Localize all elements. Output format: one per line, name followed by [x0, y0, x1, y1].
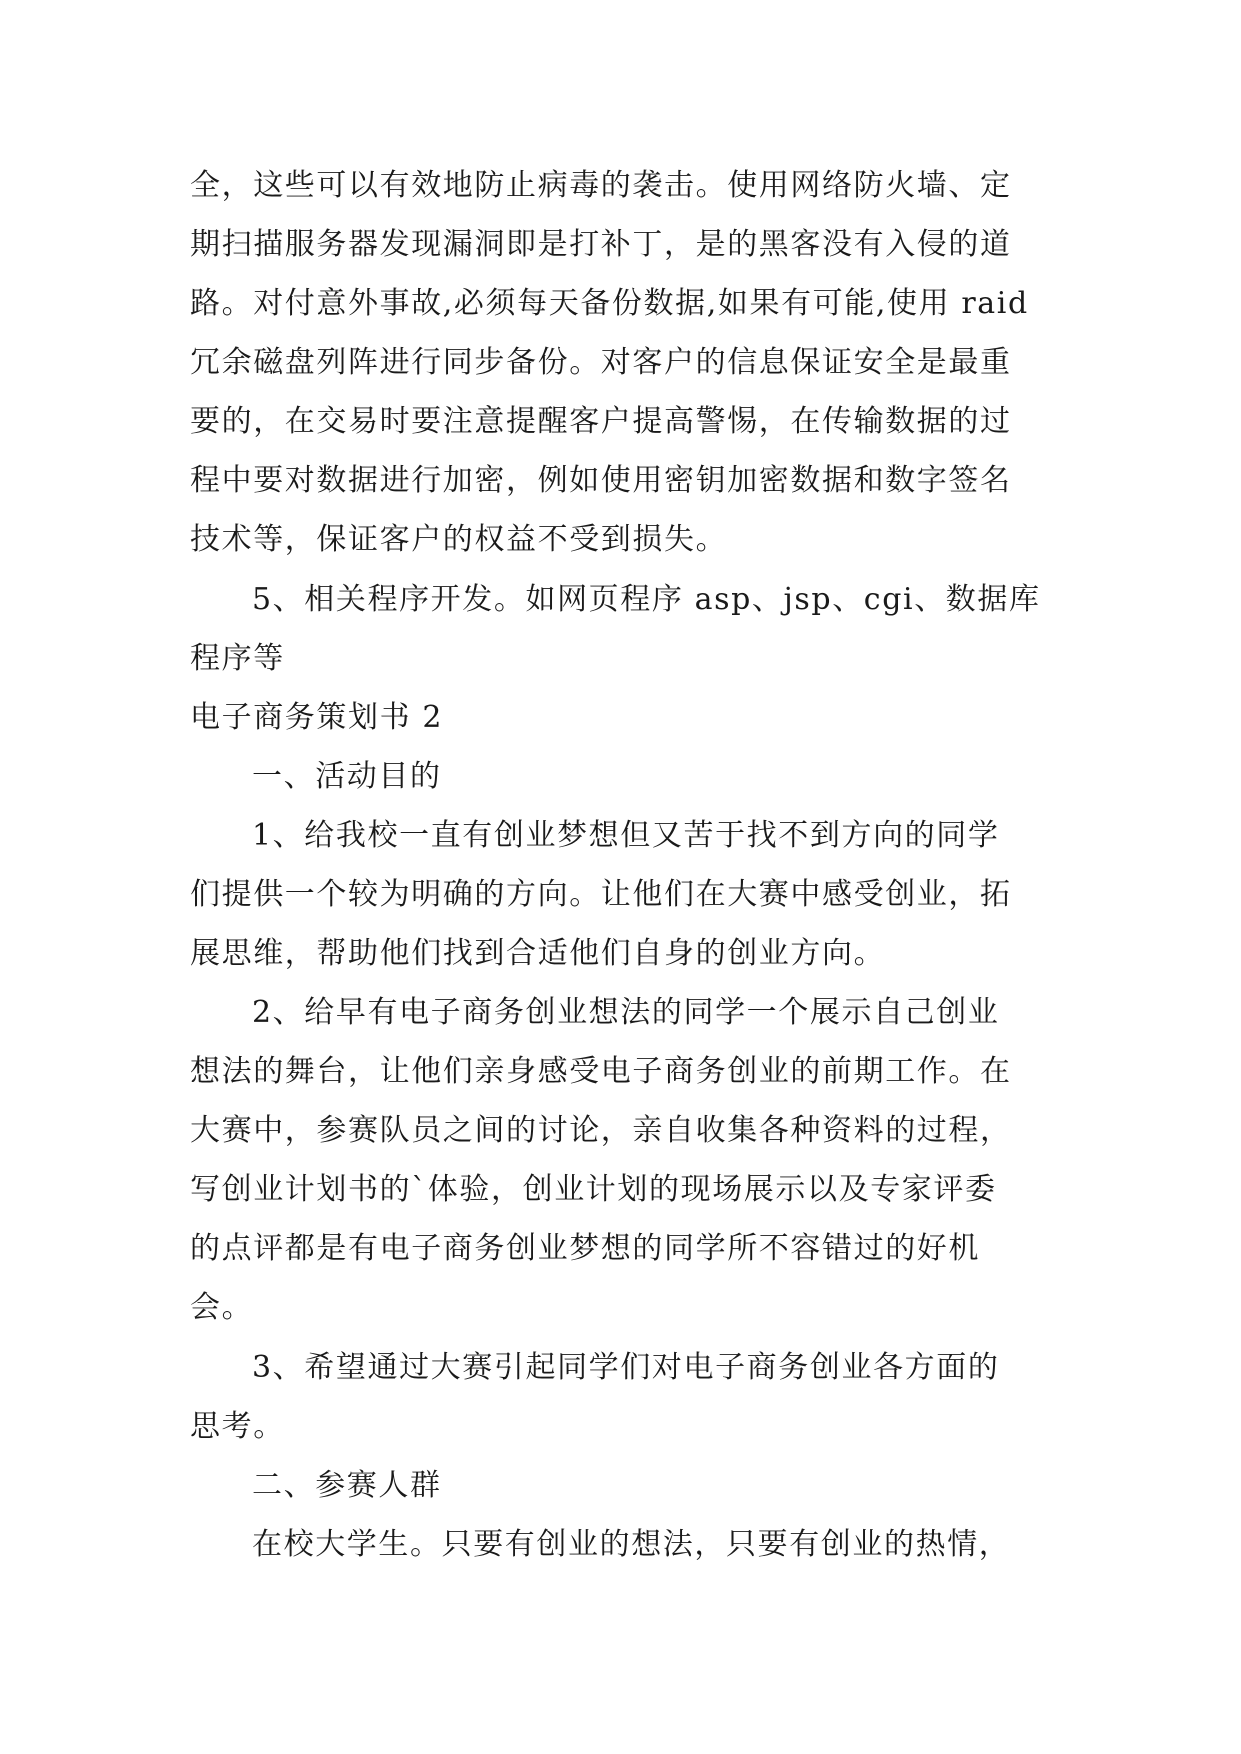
- paragraph-line: 路。对付意外事故,必须每天备份数据,如果有可能,使用 raid: [190, 286, 1029, 321]
- paragraph-line: 会。: [190, 1290, 254, 1325]
- paragraph-line: 要的，在交易时要注意提醒客户提高警惕，在传输数据的过: [190, 404, 1012, 439]
- paragraph-line: 思考。: [190, 1409, 285, 1444]
- section-heading: 二、参赛人群: [252, 1468, 442, 1503]
- paragraph-line: 大赛中，参赛队员之间的讨论，亲自收集各种资料的过程，: [190, 1113, 1012, 1148]
- paragraph-line: 展思维，帮助他们找到合适他们自身的创业方向。: [190, 936, 886, 971]
- paragraph-line: 的点评都是有电子商务创业梦想的同学所不容错过的好机: [190, 1231, 980, 1266]
- paragraph-line: 2、给早有电子商务创业想法的同学一个展示自己创业: [252, 995, 1000, 1030]
- paragraph-line: 技术等，保证客户的权益不受到损失。: [190, 522, 728, 557]
- paragraph-line: 期扫描服务器发现漏洞即是打补丁，是的黑客没有入侵的道: [190, 227, 1012, 262]
- paragraph-line: 全，这些可以有效地防止病毒的袭击。使用网络防火墙、定: [190, 168, 1012, 203]
- section-title: 电子商务策划书 2: [190, 700, 444, 735]
- paragraph-line: 们提供一个较为明确的方向。让他们在大赛中感受创业，拓: [190, 877, 1012, 912]
- paragraph-line: 在校大学生。只要有创业的想法，只要有创业的热情，: [252, 1527, 1011, 1562]
- paragraph-line: 5、相关程序开发。如网页程序 asp、jsp、cgi、数据库: [252, 582, 1041, 617]
- paragraph-line: 写创业计划书的`体验，创业计划的现场展示以及专家评委: [190, 1172, 997, 1207]
- paragraph-line: 程序等: [190, 641, 285, 676]
- paragraph-line: 程中要对数据进行加密，例如使用密钥加密数据和数字签名: [190, 463, 1012, 498]
- paragraph-line: 冗余磁盘列阵进行同步备份。对客户的信息保证安全是最重: [190, 345, 1012, 380]
- paragraph-line: 想法的舞台，让他们亲身感受电子商务创业的前期工作。在: [190, 1054, 1012, 1089]
- paragraph-line: 3、希望通过大赛引起同学们对电子商务创业各方面的: [252, 1350, 1000, 1385]
- paragraph-line: 1、给我校一直有创业梦想但又苦于找不到方向的同学: [252, 818, 1000, 853]
- section-heading: 一、活动目的: [252, 759, 442, 794]
